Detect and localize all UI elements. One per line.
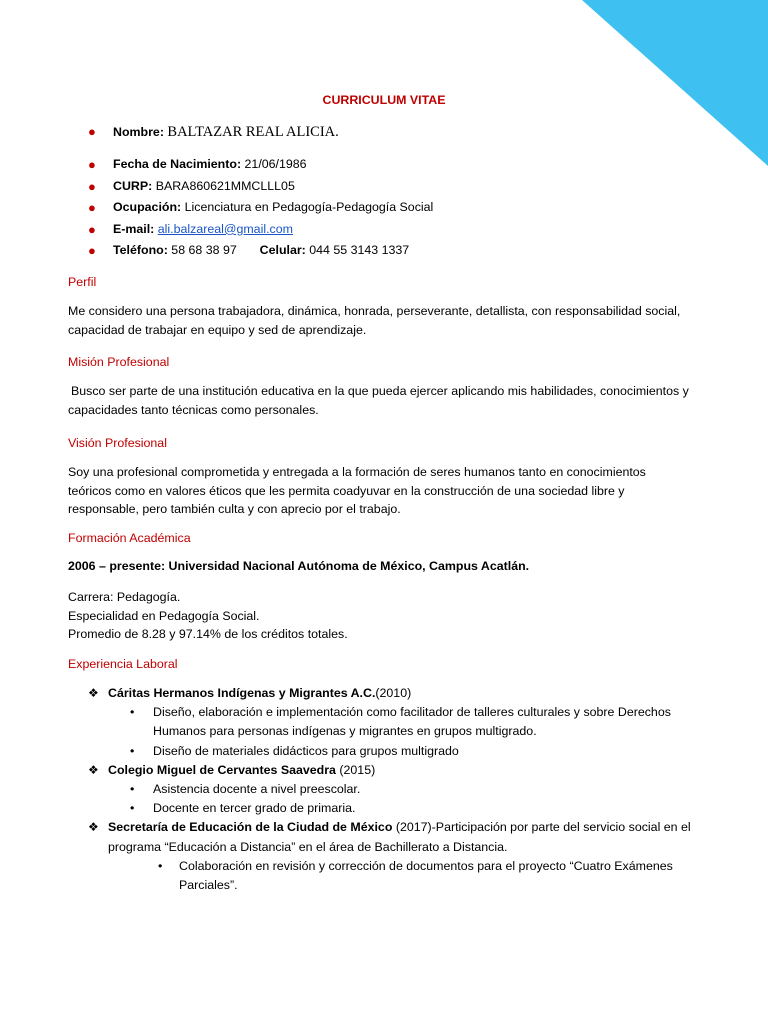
experience-list	[88, 684, 698, 895]
mision-heading: Misión Profesional	[68, 355, 170, 369]
formacion-average: Promedio de 8.28 y 97.14% de los créditos totales.	[68, 627, 348, 641]
info-phone: ● Teléfono: 58 68 38 97 Celular: 044 55 3143 1337	[88, 240, 728, 262]
info-curp: ● CURP: BARA860621MMCLLL05	[88, 176, 728, 198]
job-caritas: ❖ Cáritas Hermanos Indígenas y Migrantes A.C.(2010)	[88, 684, 698, 703]
bullet-icon: ●	[88, 124, 96, 139]
list-item: • Asistencia docente a nivel preescolar.	[88, 780, 698, 799]
info-name: ● Nombre: BALTAZAR REAL ALICIA.	[88, 120, 728, 154]
job-secretaria: ❖ Secretaría de Educación de la Ciudad de México (2017)-Participación por parte del servicio social en el programa “Educación a Distancia” en el área de Bachillerato a Distancia.	[88, 820, 691, 854]
perfil-heading: Perfil	[68, 275, 97, 289]
bullet-icon: ●	[88, 200, 96, 216]
bullet-icon: •	[158, 858, 163, 873]
bullet-icon: •	[130, 801, 135, 816]
vision-heading: Visión Profesional	[68, 436, 167, 450]
bullet-icon: ●	[88, 178, 96, 194]
diamond-bullet-icon: ❖	[88, 820, 99, 835]
bullet-icon: ●	[88, 221, 96, 237]
formacion-career: Carrera: Pedagogía.	[68, 590, 181, 604]
bullet-icon: ●	[88, 157, 96, 172]
experiencia-heading: Experiencia Laboral	[68, 657, 178, 671]
bullet-icon: •	[130, 782, 135, 797]
formacion-specialty: Especialidad en Pedagogía Social.	[68, 608, 260, 623]
list-item: • Diseño de materiales didácticos para grupos multigrado	[88, 742, 698, 761]
vision-text: Soy una profesional comprometida y entregada a la formación de seres humanos tanto en conocimientos teóricos como en valores éticos que les permita coadyuvar en la construcción de una sociedad libre y responsable, pero también culta y con aprecio por el trabajo.	[68, 465, 646, 516]
name-value: BALTAZAR REAL ALICIA.	[167, 124, 339, 140]
list-item: • Diseño, elaboración e implementación como facilitador de talleres culturales y sobre Derechos Humanos para personas indígenas y migrantes en grupos multigrado.	[130, 705, 671, 739]
formacion-details	[68, 588, 348, 644]
perfil-text: Me considero una persona trabajadora, dinámica, honrada, perseverante, detallista, con responsabilidad social, capacidad de trabajar en equipo y sed de aprendizaje.	[68, 304, 681, 337]
page-title: CURRICULUM VITAE	[322, 93, 446, 107]
diamond-bullet-icon: ❖	[88, 686, 99, 700]
info-occupation: ● Ocupación: Licenciatura en Pedagogía-Pedagogía Social	[88, 197, 728, 219]
bullet-icon: ●	[88, 243, 96, 259]
list-item: • Colaboración en revisión y corrección de documentos para el proyecto “Cuatro Exámenes Parciales”.	[158, 858, 673, 893]
diamond-bullet-icon: ❖	[88, 762, 99, 777]
info-birthdate: ● Fecha de Nacimiento: 21/06/1986	[88, 154, 728, 176]
info-email: ● E-mail: ali.balzareal@gmail.com	[88, 219, 728, 241]
mision-text: Busco ser parte de una institución educativa en la que pueda ejercer aplicando mis habilidades, conocimientos y capacidades tanto técnicas como personales.	[68, 384, 689, 417]
email-link[interactable]: ali.balzareal@gmail.com	[157, 221, 293, 236]
formacion-heading: Formación Académica	[68, 531, 191, 545]
formacion-institution: 2006 – presente: Universidad Nacional Autónoma de México, Campus Acatlán.	[68, 559, 530, 573]
bullet-icon: •	[130, 743, 135, 758]
personal-info-list	[88, 120, 728, 262]
list-item: • Docente en tercer grado de primaria.	[88, 799, 698, 818]
bullet-icon: •	[130, 705, 135, 720]
job-colegio: ❖ Colegio Miguel de Cervantes Saavedra (2015)	[88, 761, 698, 780]
